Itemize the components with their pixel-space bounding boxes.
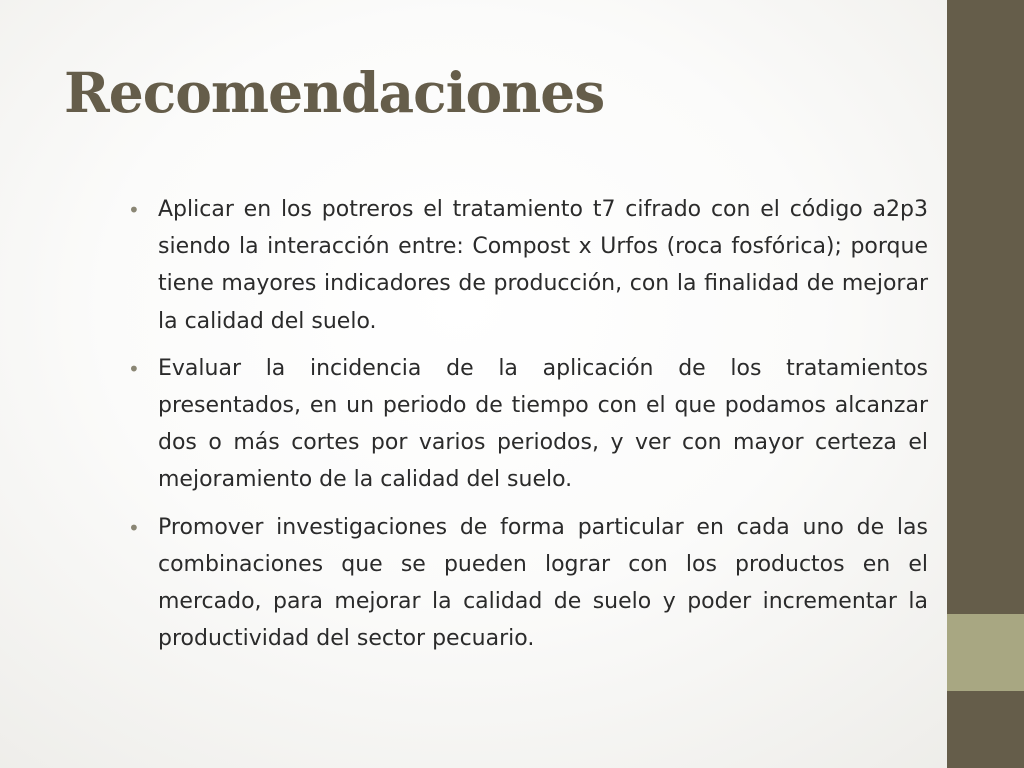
bullet-item-1: [128, 191, 928, 340]
bullet-icon: •: [128, 198, 140, 222]
bullet-item-3: [128, 509, 928, 658]
bullet-list: [128, 191, 928, 667]
bullet-text: Promover investigaciones de forma particular en cada uno de las combinaciones que se pueden lograr con los productos en el mercado, para mejorar la calidad de suelo y poder incrementar la productividad del sector pecuario.: [158, 514, 928, 652]
bullet-text: Aplicar en los potreros el tratamiento t7 cifrado con el código a2p3 siendo la interacción entre: Compost x Urfos (roca fosfórica); porque tiene mayores indicadores de producción, con la finalidad de mejorar la calidad del suelo.: [158, 197, 928, 334]
bullet-text: Evaluar la incidencia de la aplicación de los tratamientos presentados, en un periodo de tiempo con el que podamos alcanzar dos o más cortes por varios periodos, y ver con mayor certeza el mejoramiento de la calidad del suelo.: [158, 355, 928, 493]
slide-title: Recomendaciones: [64, 60, 605, 125]
bullet-item-2: [128, 350, 928, 499]
bullet-icon: •: [128, 515, 140, 540]
bullet-icon: •: [128, 356, 140, 381]
side-accent-block: [947, 614, 1024, 691]
